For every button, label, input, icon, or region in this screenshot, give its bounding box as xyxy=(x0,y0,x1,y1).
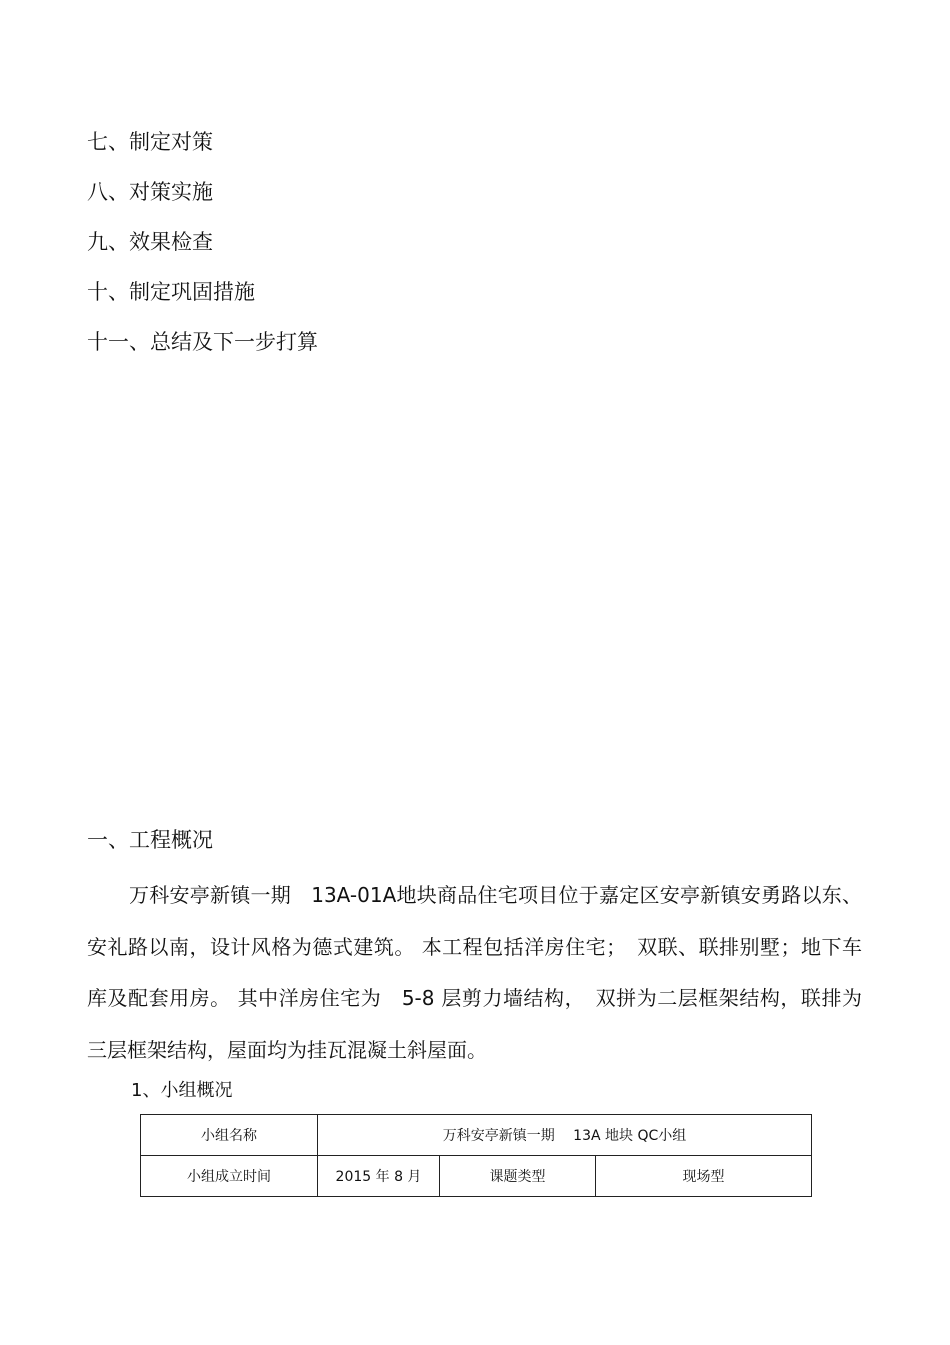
toc-item-9: 九、效果检查 xyxy=(87,230,213,254)
toc-item-7: 七、制定对策 xyxy=(87,130,213,154)
topic-type-value: 现场型 xyxy=(596,1156,812,1197)
table-row xyxy=(141,1156,812,1197)
group-name-label: 小组名称 xyxy=(141,1115,318,1156)
project-overview-paragraph: 万科安亭新镇一期 13A-01A地块商品住宅项目位于嘉定区安亭新镇安勇路以东、安礼路以南，设计风格为德式建筑。 本工程包括洋房住宅； 双联、联排别墅；地下车库及配套用房。 其中洋房住宅为 5-8 层剪力墙结构， 双拼为二层框架结构，联排为三层框架结构，屋面均为挂瓦混凝土斜屋面。 xyxy=(87,883,862,1062)
toc-item-10: 十、制定巩固措施 xyxy=(87,280,255,304)
topic-type-label: 课题类型 xyxy=(440,1156,596,1197)
group-overview-heading: 1、小组概况 xyxy=(131,1080,233,1101)
table-row xyxy=(141,1115,812,1156)
group-name-value: 万科安亭新镇一期 13A 地块 QC小组 xyxy=(318,1115,812,1156)
group-info-table xyxy=(140,1114,812,1197)
section-heading: 一、工程概况 xyxy=(87,828,213,852)
founded-value: 2015 年 8 月 xyxy=(318,1156,440,1197)
toc-item-11: 十一、总结及下一步打算 xyxy=(87,330,318,354)
toc-item-8: 八、对策实施 xyxy=(87,180,213,204)
founded-label: 小组成立时间 xyxy=(141,1156,318,1197)
